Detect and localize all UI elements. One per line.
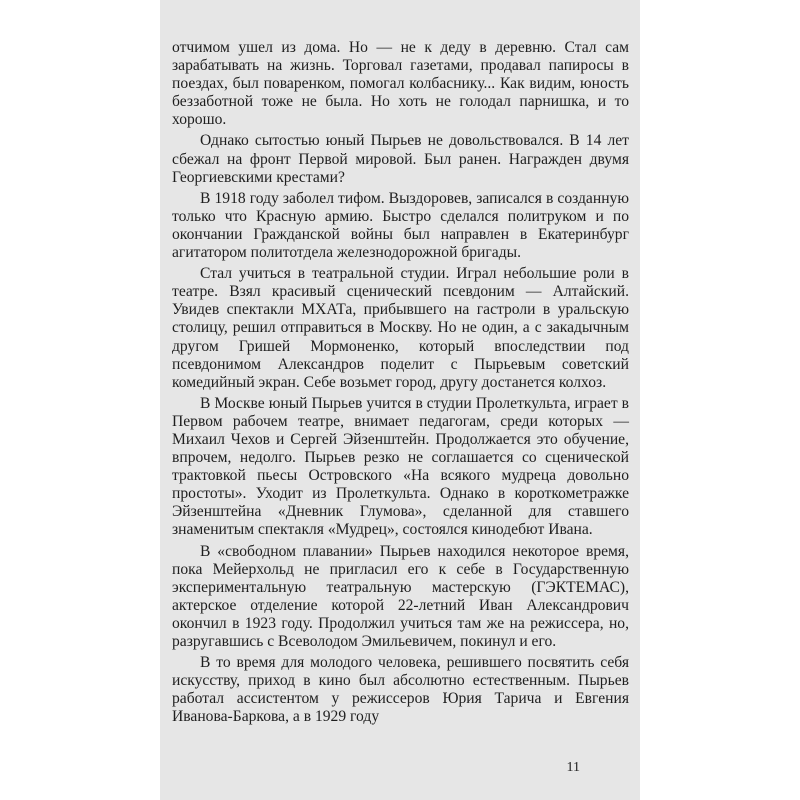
paragraph: Стал учиться в театральной студии. Играл небольшие роли в театре. Взял красивый сценический псевдоним — Алтайский. Увидев спектакли МХАТа, прибывшего на гастроли в уральскую столицу, решил отправиться в Москву. Но не один, а с закадычным другом Гришей Мормоненко, который впоследствии под псевдонимом Александров поделит с Пырьевым советский комедийный экран. Себе возьмет город, другу достанется колхоз.	[172, 265, 629, 391]
paragraph: В то время для молодого человека, решившего посвятить себя искусству, приход в кино был абсолютно естественным. Пырьев работал ассистентом у режиссеров Юрия Тарича и Евгения Иванова-Баркова, а в 1929 году	[172, 654, 629, 726]
book-page	[160, 0, 640, 800]
paragraph: отчимом ушел из дома. Но — не к деду в деревню. Стал сам зарабатывать на жизнь. Торговал газетами, продавал папиросы в поездах, был поваренком, помогал колбаснику... Как видим, юность беззаботной тоже не была. Но хоть не голодал парнишка, и то хорошо.	[172, 39, 629, 129]
page-number: 11	[566, 760, 580, 775]
paragraph: В 1918 году заболел тифом. Выздоровев, записался в созданную только что Красную армию. Быстро сделался политруком и по окончании Гражданской войны был направлен в Екатеринбург агитатором политотдела железнодорожной бригады.	[172, 189, 629, 262]
paragraph: Однако сытостью юный Пырьев не довольствовался. В 14 лет сбежал на фронт Первой мировой. Был ранен. Награжден двумя Георгиевскими крестами?	[172, 132, 629, 186]
paragraph: В «свободном плавании» Пырьев находился некоторое время, пока Мейерхольд не пригласил его к себе в Государственную экспериментальную театральную мастерскую (ГЭКТЕМАС), актерское отделение которой 22-летний Иван Александрович окончил в 1923 году. Продолжил учиться там же на режиссера, но, разругавшись с Всеволодом Эмильевичем, покинул и его.	[172, 542, 629, 650]
body-text	[172, 39, 629, 729]
paragraph: В Москве юный Пырьев учится в студии Пролеткульта, играет в Первом рабочем театре, внимает педагогам, среди которых — Михаил Чехов и Сергей Эйзенштейн. Продолжается это обучение, впрочем, недолго. Пырьев резко не соглашается со сценической трактовкой пьесы Островского «На всякого мудреца довольно простоты». Уходит из Пролеткульта. Однако в короткометражке Эйзенштейна «Дневник Глумова», сделанной для ставшего знаменитым спектакля «Мудрец», состоялся кинодебют Ивана.	[172, 394, 629, 539]
